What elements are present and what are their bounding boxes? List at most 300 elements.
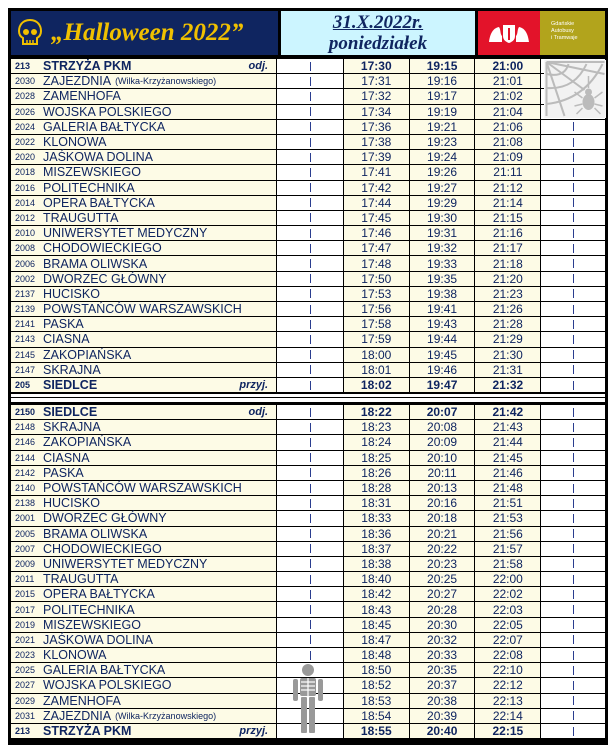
pass-mark [573,408,574,417]
pass-cell [277,481,344,495]
pass-cell [541,678,605,692]
stop-cell [11,618,277,632]
stop-cell [11,135,277,149]
departure-time: 19:26 [410,165,476,179]
pass-cell [277,618,344,632]
stop-cell [11,587,277,601]
table-row [11,302,605,317]
pass-mark [310,198,311,207]
pass-cell [541,633,605,647]
pass-cell [541,120,605,134]
stop-cell [11,302,277,316]
departure-time: 20:27 [410,587,476,601]
pass-cell [541,709,605,723]
pass-cell [541,602,605,616]
pass-cell [541,135,605,149]
departure-time: 22:07 [475,633,541,647]
table-row [11,527,605,542]
stop-cell [11,211,277,225]
pass-mark [310,620,311,629]
stop-id: 2014 [15,197,36,208]
departure-time: 20:28 [410,602,476,616]
pass-cell [541,618,605,632]
departure-time: 21:02 [475,89,541,103]
table-row [11,602,605,617]
departure-time: 17:50 [344,272,410,286]
pass-mark [310,544,311,553]
stop-cell [11,466,277,480]
departure-time: 18:47 [344,633,410,647]
stop-name: DWORZEC GŁÓWNY [43,511,167,526]
departure-time: 20:16 [410,496,476,510]
stop-id: 2143 [15,334,36,345]
pass-mark [573,635,574,644]
departure-time: 21:56 [475,527,541,541]
pass-mark [573,168,574,177]
stop-name: TRAUGUTTA [43,572,119,587]
pass-cell [277,150,344,164]
pass-cell [541,724,605,738]
pass-mark [310,92,311,101]
stop-id: 2012 [15,212,36,223]
departure-time: 18:55 [344,724,410,738]
departure-time: 18:48 [344,648,410,662]
departure-time: 21:42 [475,405,541,419]
table-row [11,196,605,211]
stop-cell [11,287,277,301]
stop-name: HUCISKO [43,496,100,511]
pass-mark [573,320,574,329]
stop-name: GALERIA BAŁTYCKA [43,119,166,134]
pass-cell [541,272,605,286]
pass-cell [277,165,344,179]
pass-cell [277,196,344,210]
stop-name: UNIWERSYTET MEDYCZNY [43,226,208,241]
departure-time: 20:09 [410,435,476,449]
pass-mark [573,468,574,477]
departure-time: 19:21 [410,120,476,134]
skull-icon [17,18,43,48]
departure-time: 18:26 [344,466,410,480]
departure-time: 17:31 [344,74,410,88]
date: 31.X.2022r. [332,12,424,33]
stop-id: 2150 [15,407,36,418]
stop-cell [11,181,277,195]
direction-label: odj. [248,406,269,419]
stop-cell [11,165,277,179]
stop-id: 2140 [15,483,36,494]
stop-id: 205 [15,380,31,391]
stop-id: 2030 [15,76,36,87]
pass-mark [573,544,574,553]
departure-time: 17:36 [344,120,410,134]
stop-name: STRZYŻA PKM [43,724,132,739]
outbound-section [11,58,605,393]
pass-mark [310,62,311,71]
departure-time: 18:52 [344,678,410,692]
departure-time: 21:57 [475,542,541,556]
table-row [11,557,605,572]
table-row [11,451,605,466]
pass-cell [541,663,605,677]
pass-mark [573,274,574,283]
departure-time: 21:45 [475,451,541,465]
stop-cell [11,694,277,708]
pass-mark [310,259,311,268]
stop-id: 2028 [15,91,36,102]
departure-time: 19:29 [410,196,476,210]
departure-time: 17:41 [344,165,410,179]
pass-cell [277,120,344,134]
stop-cell [11,241,277,255]
pass-cell [277,466,344,480]
departure-time: 17:47 [344,241,410,255]
stop-id: 2027 [15,680,36,691]
departure-time: 21:20 [475,272,541,286]
pass-cell [277,348,344,362]
stop-name: POWSTAŃCÓW WARSZAWSKICH [43,302,242,317]
departure-time: 21:29 [475,332,541,346]
table-row [11,59,605,74]
operator-line: i Tramwaje [551,35,578,41]
stop-cell [11,724,277,738]
departure-time: 19:23 [410,135,476,149]
stop-name: SKRAJNA [43,420,101,435]
stop-id: 2016 [15,182,36,193]
pass-mark [310,274,311,283]
stop-cell [11,511,277,525]
pass-cell [541,241,605,255]
stop-id: 2145 [15,349,36,360]
departure-time: 21:15 [475,211,541,225]
stop-id: 2146 [15,437,36,448]
pass-mark [573,529,574,538]
stop-id: 2008 [15,243,36,254]
pass-mark [573,305,574,314]
stop-cell [11,332,277,346]
pass-mark [310,107,311,116]
stop-cell [11,602,277,616]
stop-name: BRAMA OLIWSKA [43,256,148,271]
departure-time: 20:30 [410,618,476,632]
stop-cell [11,59,277,73]
stop-id: 2024 [15,121,36,132]
departure-time: 19:30 [410,211,476,225]
table-row [11,211,605,226]
departure-time: 21:43 [475,420,541,434]
departure-time: 20:13 [410,481,476,495]
stop-name: SIEDLCE [43,378,98,393]
pass-cell [277,527,344,541]
stop-cell [11,256,277,270]
departure-time: 21:14 [475,196,541,210]
stop-id: 2026 [15,106,36,117]
pass-mark [310,365,311,374]
pass-mark [310,168,311,177]
stop-name: KLONOWA [43,135,107,150]
stop-id: 2020 [15,152,36,163]
pass-mark [310,213,311,222]
pass-cell [541,451,605,465]
pass-mark [573,365,574,374]
pass-cell [277,135,344,149]
departure-time: 17:56 [344,302,410,316]
departure-time: 19:19 [410,105,476,119]
pass-cell [277,317,344,331]
pass-cell [541,196,605,210]
pass-mark [573,575,574,584]
stop-id: 2001 [15,513,36,524]
pass-cell [277,405,344,419]
departure-time: 17:34 [344,105,410,119]
departure-time: 18:25 [344,451,410,465]
pass-cell [541,363,605,377]
departure-time: 21:11 [475,165,541,179]
departure-time: 21:32 [475,378,541,392]
stop-name: CHODOWIECKIEGO [43,241,162,256]
departure-time: 19:31 [410,226,476,240]
pass-mark [573,453,574,462]
table-row [11,241,605,256]
departure-time: 18:33 [344,511,410,525]
pass-cell [541,466,605,480]
pass-cell [277,378,344,392]
operator-line: Autobusy [551,28,574,34]
departure-time: 21:01 [475,74,541,88]
stop-name: OPERA BAŁTYCKA [43,587,155,602]
departure-time: 20:35 [410,663,476,677]
pass-mark [573,620,574,629]
operator-logo [478,11,540,55]
pass-cell [541,150,605,164]
stop-name: ZAKOPIAŃSKA [43,347,132,362]
stop-cell [11,678,277,692]
departure-time: 17:32 [344,89,410,103]
table-row [11,348,605,363]
stop-cell [11,317,277,331]
departure-time: 19:43 [410,317,476,331]
pass-mark [573,335,574,344]
pass-mark [310,635,311,644]
departure-time: 18:23 [344,420,410,434]
departure-time: 21:46 [475,466,541,480]
stop-name: GALERIA BAŁTYCKA [43,663,166,678]
departure-time: 20:11 [410,466,476,480]
departure-time: 21:09 [475,150,541,164]
stop-name: POWSTAŃCÓW WARSZAWSKICH [43,481,242,496]
pass-cell [277,648,344,662]
pass-cell [277,451,344,465]
pass-cell [541,256,605,270]
pass-mark [310,77,311,86]
pass-mark [573,350,574,359]
departure-time: 19:24 [410,150,476,164]
departure-time: 21:08 [475,135,541,149]
table-row [11,633,605,648]
pass-mark [310,651,311,660]
departure-time: 18:31 [344,496,410,510]
table-row [11,363,605,378]
pass-cell [277,557,344,571]
stop-cell [11,435,277,449]
pass-mark [310,350,311,359]
spider-web-icon [544,60,606,118]
stop-cell [11,378,277,392]
pass-cell [541,287,605,301]
table-row [11,89,605,104]
stop-cell [11,481,277,495]
stop-cell [11,150,277,164]
pass-cell [277,435,344,449]
pass-mark [310,122,311,131]
departure-time: 19:15 [410,59,476,73]
pass-cell [277,74,344,88]
stop-name: POLITECHNIKA [43,180,135,195]
departure-time: 20:38 [410,694,476,708]
departure-time: 18:28 [344,481,410,495]
pass-mark [310,453,311,462]
pass-cell [541,332,605,346]
pass-cell [541,481,605,495]
pass-mark [573,605,574,614]
table-row [11,542,605,557]
stop-id: 2138 [15,498,36,509]
stop-id: 2029 [15,695,36,706]
table-row [11,648,605,663]
pass-cell [277,181,344,195]
pass-cell [277,256,344,270]
departure-time: 21:23 [475,287,541,301]
departure-time: 21:00 [475,59,541,73]
departure-time: 19:16 [410,74,476,88]
stop-cell [11,451,277,465]
table-row [11,511,605,526]
departure-time: 21:48 [475,481,541,495]
pass-mark [573,484,574,493]
stop-cell [11,89,277,103]
pass-cell [277,211,344,225]
departure-time: 17:58 [344,317,410,331]
pass-cell [541,211,605,225]
departure-time: 17:59 [344,332,410,346]
pass-mark [573,153,574,162]
departure-time: 19:46 [410,363,476,377]
stop-cell [11,572,277,586]
pass-mark [573,289,574,298]
pass-cell [277,302,344,316]
table-row [11,150,605,165]
section-divider [11,393,605,405]
departure-time: 18:53 [344,694,410,708]
pass-mark [573,651,574,660]
direction-label: przyj. [239,379,269,392]
weekday: poniedziałek [328,33,428,54]
departure-time: 22:08 [475,648,541,662]
departure-time: 19:38 [410,287,476,301]
table-row [11,74,605,89]
pass-cell [541,405,605,419]
pass-cell [277,59,344,73]
stop-id: 2022 [15,137,36,148]
table-row [11,435,605,450]
pass-mark [310,335,311,344]
departure-time: 21:28 [475,317,541,331]
gdansk-coat-of-arms-icon [487,22,531,44]
departure-time: 18:45 [344,618,410,632]
pass-cell [277,89,344,103]
operator-name [540,11,605,55]
stop-id: 213 [15,61,31,72]
pass-mark [573,183,574,192]
table-row [11,165,605,180]
departure-time: 20:10 [410,451,476,465]
departure-time: 17:39 [344,150,410,164]
stop-id: 2148 [15,422,36,433]
table-row [11,105,605,120]
pass-mark [573,122,574,131]
departure-time: 18:00 [344,348,410,362]
stop-name: JAŚKOWA DOLINA [43,150,153,165]
departure-time: 21:58 [475,557,541,571]
operator-line: Gdańskie [551,21,575,27]
departure-time: 22:05 [475,618,541,632]
stop-name: JAŚKOWA DOLINA [43,632,153,647]
departure-time: 21:12 [475,181,541,195]
pass-mark [310,320,311,329]
pass-mark [573,213,574,222]
stop-cell [11,542,277,556]
pass-mark [310,229,311,238]
departure-time: 22:03 [475,602,541,616]
pass-mark [310,590,311,599]
table-row [11,587,605,602]
stop-cell [11,363,277,377]
stop-id: 2011 [15,574,35,585]
stop-name: BRAMA OLIWSKA [43,526,148,541]
stop-id: 2018 [15,167,36,178]
table-row [11,481,605,496]
pass-mark [310,438,311,447]
pass-mark [310,153,311,162]
stop-subname: (Wilka-Krzyżanowskiego) [115,710,217,721]
stop-id: 2005 [15,528,36,539]
table-row [11,226,605,241]
departure-time: 18:37 [344,542,410,556]
stop-name: HUCISKO [43,286,100,301]
pass-mark [310,575,311,584]
stop-name: STRZYŻA PKM [43,59,132,74]
title-banner [11,11,278,55]
stop-cell [11,120,277,134]
pass-mark [573,423,574,432]
stop-cell [11,557,277,571]
stop-name: CHODOWIECKIEGO [43,541,162,556]
departure-time: 21:26 [475,302,541,316]
departure-time: 21:18 [475,256,541,270]
stop-name: WOJSKA POLSKIEGO [43,104,172,119]
pass-cell [277,602,344,616]
departure-time: 22:10 [475,663,541,677]
departure-time: 20:21 [410,527,476,541]
table-row [11,378,605,393]
table-row [11,256,605,271]
pass-mark [573,711,574,720]
departure-time: 21:31 [475,363,541,377]
skeleton-icon [290,663,326,735]
pass-cell [541,181,605,195]
stop-id: 2031 [15,710,36,721]
departure-time: 19:41 [410,302,476,316]
